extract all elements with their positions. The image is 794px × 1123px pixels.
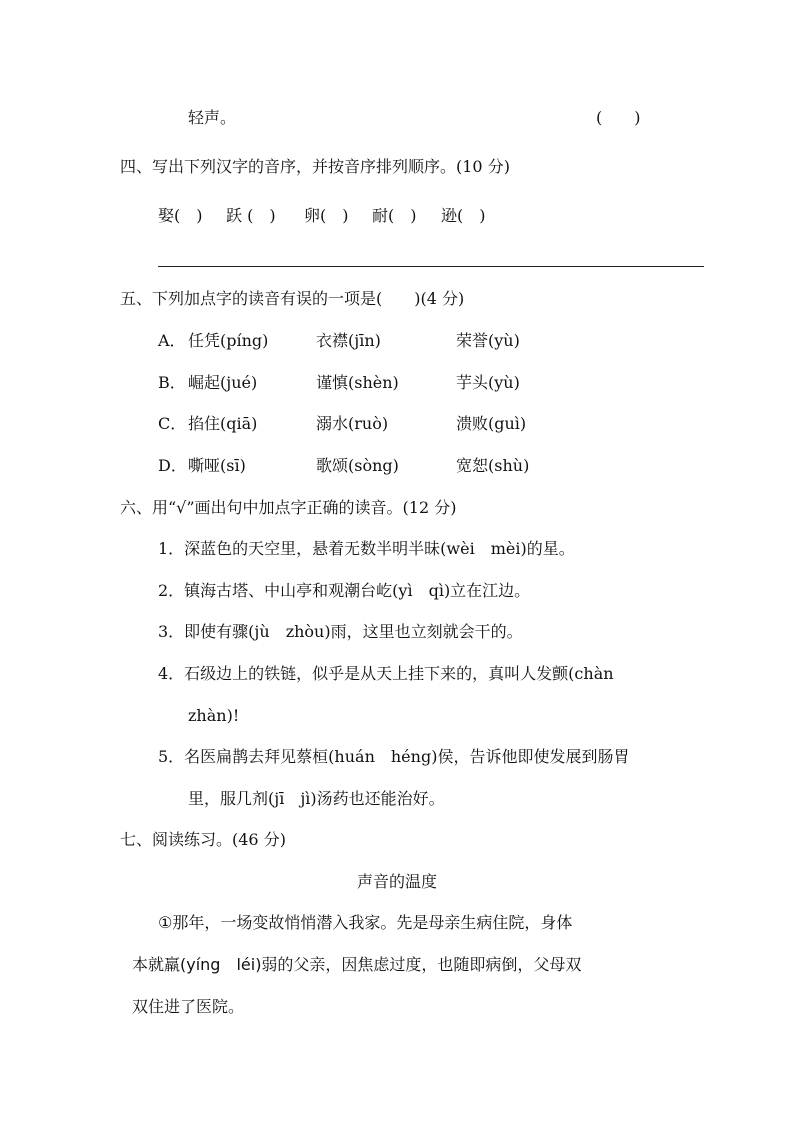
q4-char-5: 逊( )	[441, 206, 486, 225]
q4-char-1: 娶( )	[158, 206, 203, 225]
q5-heading: 五、下列加点字的读音有误的一项是( )(4 分)	[120, 289, 465, 308]
q5-option-c-word-2: 溺水(ruò)	[316, 414, 389, 433]
q5-option-d-word-3: 宽恕(shù)	[456, 456, 530, 475]
q6-item-4-continued: zhàn)!	[188, 706, 240, 725]
q5-option-b-label: B．	[158, 373, 186, 392]
q6-item-2: 2．镇海古塔、中山亭和观潮台屹(yì qì)立在江边。	[158, 581, 531, 600]
q5-option-a-word-3: 荣誉(yù)	[456, 331, 520, 350]
q3-end-text: 轻声。	[188, 108, 237, 127]
q5-option-b-word-2: 谨慎(shèn)	[316, 373, 399, 392]
passage-line-3: 双住进了医院。	[132, 997, 245, 1016]
q6-item-5-continued: 里，服几剂(jī jì)汤药也还能治好。	[188, 789, 445, 808]
q5-option-c-label: C．	[158, 414, 187, 433]
q4-char-3: 卵( )	[304, 206, 349, 225]
q6-item-5: 5．名医扁鹊去拜见蔡桓(huán héng)侯，告诉他即使发展到肠胃	[158, 747, 630, 766]
q6-item-4: 4．石级边上的铁链，似乎是从天上挂下来的，真叫人发颤(chàn	[158, 664, 614, 683]
q5-option-c-word-1: 掐住(qiā)	[188, 414, 258, 433]
q5-option-d-label: D．	[158, 456, 187, 475]
passage-line-2: 本就羸(yíng léi)弱的父亲，因焦虑过度，也随即病倒，父母双	[132, 955, 582, 974]
q4-char-4: 耐( )	[372, 206, 417, 225]
q5-option-d-word-1: 嘶哑(sī)	[188, 456, 246, 475]
q5-option-a-word-2: 衣襟(jīn)	[316, 331, 381, 350]
q5-option-b-word-1: 崛起(jué)	[188, 373, 258, 392]
passage-title: 声音的温度	[356, 872, 437, 891]
q7-heading: 七、阅读练习。(46 分)	[120, 830, 286, 849]
q6-item-1: 1．深蓝色的天空里，悬着无数半明半昧(wèi mèi)的星。	[158, 539, 575, 558]
q5-option-d-word-2: 歌颂(sòng)	[316, 456, 399, 475]
q5-option-c-word-3: 溃败(guì)	[456, 414, 527, 433]
q5-option-a-word-1: 任凭(píng)	[188, 331, 269, 350]
q3-answer-blank[interactable]: ( )	[596, 108, 641, 127]
q4-char-2: 跃 ( )	[226, 206, 276, 225]
q5-option-a-label: A．	[158, 331, 186, 350]
q6-item-3: 3．即使有骤(jù zhòu)雨，这里也立刻就会干的。	[158, 622, 523, 641]
q4-heading: 四、写出下列汉字的音序，并按音序排列顺序。(10 分)	[120, 157, 510, 176]
q5-option-b-word-3: 芋头(yù)	[456, 373, 520, 392]
passage-line-1: ①那年，一场变故悄悄潜入我家。先是母亲生病住院，身体	[158, 913, 573, 932]
q4-answer-line[interactable]	[158, 266, 704, 267]
q6-heading: 六、用“√”画出句中加点字正确的读音。(12 分)	[120, 498, 457, 517]
